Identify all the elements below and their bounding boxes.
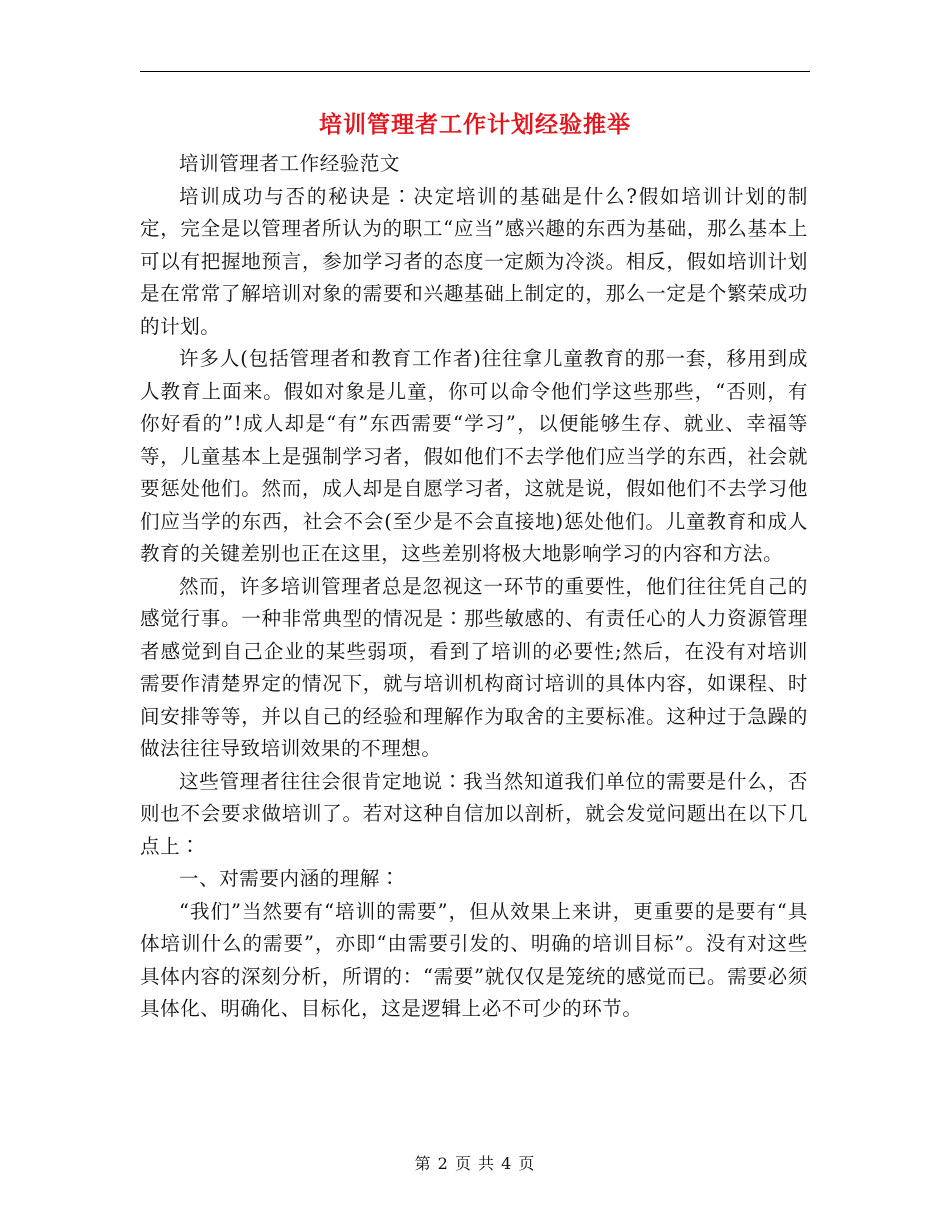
header-rule: [140, 71, 810, 72]
body-paragraph: 许多人(包括管理者和教育工作者)往往拿儿童教育的那一套，移用到成人教育上面来。假如对象是儿童，你可以命令他们学这些那些，“否则，有你好看的”!成人却是“有”东西需要“学习”，以便能够生存、就业、幸福等等，儿童基本上是强制学习者，假如他们不去学他们应当学的东西，社会就要惩处他们。然而，成人却是自愿学习者，这就是说，假如他们不去学习他们应当学的东西，社会不会(至少是不会直接地)惩处他们。儿童教育和成人教育的关键差别也正在这里，这些差别将极大地影响学习的内容和方法。: [140, 347, 808, 565]
body-paragraph: 培训成功与否的秘诀是∶决定培训的基础是什么?假如培训计划的制定，完全是以管理者所认为的职工“应当”感兴趣的东西为基础，那么基本上可以有把握地预言，参加学习者的态度一定颇为冷淡。相反，假如培训计划是在常常了解培训对象的需要和兴趣基础上制定的，那么一定是个繁荣成功的计划。: [140, 184, 808, 338]
document-body: [140, 148, 808, 1026]
body-paragraph: 这些管理者往往会很肯定地说∶我当然知道我们单位的需要是什么，否则也不会要求做培训了。若对这种自信加以剖析，就会发觉问题出在以下几点上∶: [140, 769, 808, 858]
body-paragraph: “我们”当然要有“培训的需要”，但从效果上来讲，更重要的是要有“具体培训什么的需要”，亦即“由需要引发的、明确的培训目标”。没有对这些具体内容的深刻分析，所谓的：“需要”就仅仅是笼统的感觉而已。需要必须具体化、明确化、目标化，这是逻辑上必不可少的环节。: [140, 899, 808, 1020]
page-number-footer: 第 2 页 共 4 页: [414, 1154, 536, 1173]
subtitle-paragraph: 培训管理者工作经验范文: [179, 152, 401, 175]
document-title: 培训管理者工作计划经验推举: [319, 111, 631, 138]
body-paragraph: 然而，许多培训管理者总是忽视这一环节的重要性，他们往往凭自己的感觉行事。一种非常典型的情况是∶那些敏感的、有责任心的人力资源管理者感觉到自己企业的某些弱项，看到了培训的必要性;然后，在没有对培训需要作清楚界定的情况下，就与培训机构商讨培训的具体内容，如课程、时间安排等等，并以自己的经验和理解作为取舍的主要标准。这种过于急躁的做法往往导致培训效果的不理想。: [140, 574, 808, 760]
section-heading: 一、对需要内涵的理解∶: [179, 867, 401, 890]
